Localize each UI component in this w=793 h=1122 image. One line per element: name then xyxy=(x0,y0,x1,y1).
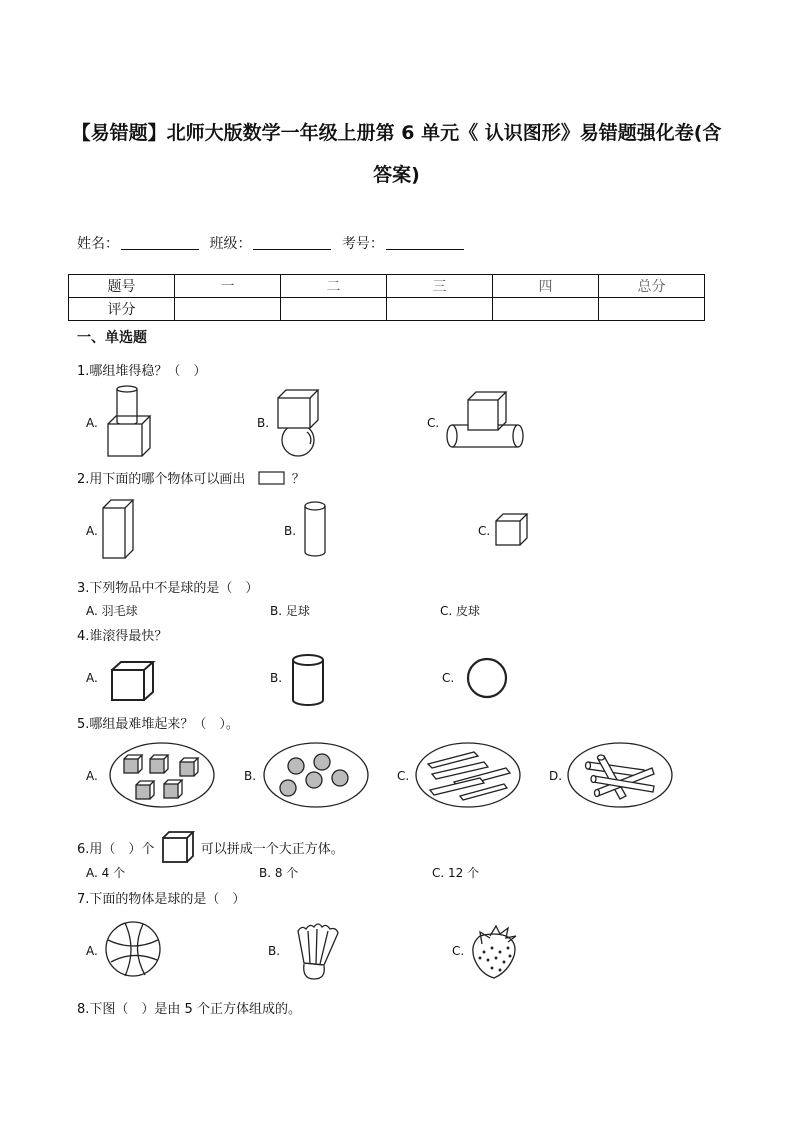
header-cell: 总分 xyxy=(599,275,705,298)
name-blank[interactable] xyxy=(121,235,199,250)
q7-option-a-label[interactable]: A. xyxy=(86,944,98,958)
q3-option-a[interactable]: A. 羽毛球 xyxy=(86,604,138,618)
group-of-cylinders-icon xyxy=(566,740,676,810)
q2-option-a-label[interactable]: A. xyxy=(86,524,98,538)
score-cell[interactable] xyxy=(493,298,599,321)
q6-option-a[interactable]: A. 4 个 xyxy=(86,866,126,880)
basketball-icon xyxy=(103,920,165,980)
q1-option-a-label[interactable]: A. xyxy=(86,416,98,430)
score-cell[interactable] xyxy=(387,298,493,321)
name-label: 姓名： xyxy=(77,236,119,252)
rectangle-icon xyxy=(258,471,286,485)
page-title: 【易错题】北师大版数学一年级上册第 6 单元《 认识图形》易错题强化卷(含 xyxy=(71,122,722,144)
header-cell: 一 xyxy=(175,275,281,298)
q5-option-b-label[interactable]: B. xyxy=(244,769,257,783)
q2-option-b-label[interactable]: B. xyxy=(284,524,297,538)
cube-icon xyxy=(494,512,530,548)
cylinder-icon xyxy=(290,653,330,709)
q3-option-b[interactable]: B. 足球 xyxy=(270,604,310,618)
id-label: 考号： xyxy=(341,236,384,252)
q6-option-c[interactable]: C. 12 个 xyxy=(432,866,480,880)
question-4: 4.谁滚得最快？ xyxy=(77,629,168,644)
page-title-continued: 答案) xyxy=(373,164,420,186)
id-blank[interactable] xyxy=(386,235,464,250)
student-info xyxy=(77,233,470,253)
cube-on-cylinder-icon xyxy=(446,390,526,450)
q6-text-after: 可以拼成一个大正方体。 xyxy=(200,842,344,857)
q2-option-c-label[interactable]: C. xyxy=(478,524,491,538)
question-3: 3.下列物品中不是球的是（ ） xyxy=(77,581,259,596)
score-table xyxy=(68,274,705,321)
question-1: 1.哪组堆得稳？（ ） xyxy=(77,364,207,379)
ball-icon xyxy=(466,658,512,700)
q6-option-b[interactable]: B. 8 个 xyxy=(259,866,299,880)
header-cell: 二 xyxy=(281,275,387,298)
badminton-shuttlecock-icon xyxy=(284,915,344,985)
question-5: 5.哪组最难堆起来？（ ）。 xyxy=(77,717,239,732)
q1-option-c-label[interactable]: C. xyxy=(427,416,440,430)
group-of-balls-icon xyxy=(262,740,372,810)
score-cell[interactable] xyxy=(175,298,281,321)
q7-option-c-label[interactable]: C. xyxy=(452,944,465,958)
class-label: 班级： xyxy=(209,236,252,252)
q1-option-b-label[interactable]: B. xyxy=(257,416,270,430)
q5-option-d-label[interactable]: D. xyxy=(549,769,563,783)
q4-option-b-label[interactable]: B. xyxy=(270,671,283,685)
q3-option-c[interactable]: C. 皮球 xyxy=(440,604,481,618)
header-cell: 三 xyxy=(387,275,493,298)
cylinder-icon xyxy=(302,500,332,560)
score-table-row xyxy=(69,298,705,321)
q2-text-before: 2.用下面的哪个物体可以画出 xyxy=(77,472,246,487)
class-blank[interactable] xyxy=(253,235,331,250)
q6-text-before: 6.用（ ）个 xyxy=(77,842,155,857)
q4-option-a-label[interactable]: A. xyxy=(86,671,98,685)
cylinder-on-cube-icon xyxy=(104,384,154,460)
strawberry-icon xyxy=(468,922,524,982)
cuboid-icon xyxy=(101,498,137,562)
cube-icon xyxy=(110,660,156,702)
cube-icon xyxy=(161,830,195,864)
group-of-flat-boards-icon xyxy=(414,740,524,810)
section-heading: 一、单选题 xyxy=(77,330,147,346)
header-cell: 题号 xyxy=(69,275,175,298)
score-cell[interactable] xyxy=(281,298,387,321)
cube-on-ball-icon xyxy=(274,388,326,458)
question-6 xyxy=(77,830,344,864)
q5-option-c-label[interactable]: C. xyxy=(397,769,410,783)
q4-option-c-label[interactable]: C. xyxy=(442,671,455,685)
q7-option-b-label[interactable]: B. xyxy=(268,944,281,958)
question-7: 7.下面的物体是球的是（ ） xyxy=(77,892,246,907)
q5-option-a-label[interactable]: A. xyxy=(86,769,98,783)
question-8: 8.下图（ ）是由 5 个正方体组成的。 xyxy=(77,1002,301,1017)
question-2 xyxy=(77,468,305,487)
row-label: 评分 xyxy=(69,298,175,321)
header-cell: 四 xyxy=(493,275,599,298)
score-cell[interactable] xyxy=(599,298,705,321)
group-of-cubes-icon xyxy=(108,740,218,810)
q2-text-after: ？ xyxy=(291,472,305,487)
score-table-header-row xyxy=(69,275,705,298)
